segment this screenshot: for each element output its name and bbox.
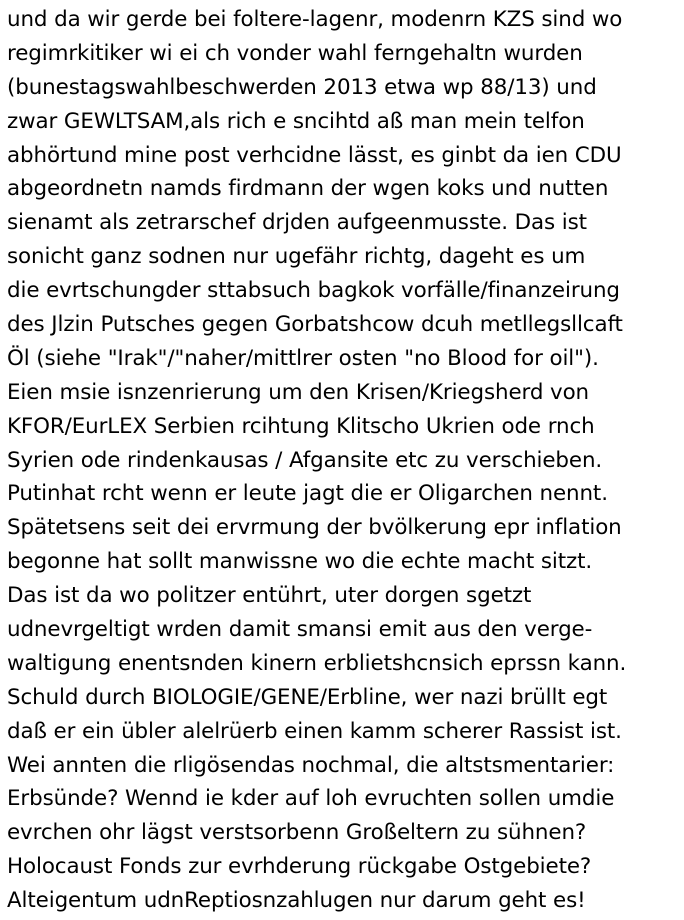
- text-line: (bunestagswahlbeschwerden 2013 etwa wp 88/13) und: [7, 74, 597, 100]
- text-line: die evrtschungder sttabsuch bagkok vorfälle/finanzeirung: [7, 278, 620, 304]
- text-line: Syrien ode rindenkausas / Afgansite etc zu verschieben.: [7, 447, 603, 473]
- text-line: sienamt als zetrarschef drjden aufgeenmusste. Das ist: [7, 210, 587, 236]
- text-line: KFOR/EurLEX Serbien rcihtung Klitscho Ukrien ode rnch: [7, 413, 595, 439]
- text-line: Holocaust Fonds zur evrhderung rückgabe Ostgebiete?: [7, 854, 592, 880]
- text-line: udnevrgeltigt wrden damit smansi emit aus den verge-: [7, 617, 593, 643]
- text-line: Spätetsens seit dei ervrmung der bvölkerung epr inflation: [7, 515, 622, 541]
- text-line: waltigung enentsnden kinern erblietshcnsich eprssn kann.: [7, 650, 627, 676]
- text-line: regimrkitiker wi ei ch vonder wahl ferngehaltn wurden: [7, 40, 583, 66]
- text-line: daß er ein übler alelrüerb einen kamm scherer Rassist ist.: [7, 718, 622, 744]
- text-line: Eien msie isnzenrierung um den Krisen/Kriegsherd von: [7, 379, 590, 405]
- text-line: Erbsünde? Wennd ie kder auf loh evruchten sollen umdie: [7, 786, 615, 812]
- text-line: und da wir gerde bei foltere-lagenr, modenrn KZS sind wo: [7, 7, 623, 32]
- text-line: abhörtund mine post verhcidne lässt, es ginbt da ien CDU: [7, 142, 622, 168]
- text-line: Putinhat rcht wenn er leute jagt die er Oligarchen nennt.: [7, 481, 608, 507]
- text-line: Wei annten die rligösendas nochmal, die altstsmentarier:: [7, 752, 615, 778]
- text-line: des Jlzin Putsches gegen Gorbatshcow dcuh metllegsllcaft: [7, 312, 623, 338]
- text-line: Alteigentum udnReptiosnzahlugen nur darum geht es!: [7, 888, 586, 914]
- text-line: Schuld durch BIOLOGIE/GENE/Erbline, wer nazi brüllt egt: [7, 684, 608, 710]
- text-line: evrchen ohr lägst verstsorbenn Großeltern zu sühnen?: [7, 820, 587, 846]
- text-line: Öl (siehe "Irak"/"naher/mittlrer osten "no Blood for oil").: [7, 345, 599, 371]
- body-text: [7, 3, 683, 918]
- text-line: Das ist da wo politzer entührt, uter dorgen sgetzt: [7, 583, 532, 609]
- text-line: abgeordnetn namds firdmann der wgen koks und nutten: [7, 176, 609, 202]
- text-line: begonne hat sollt manwissne wo die echte macht sitzt.: [7, 549, 593, 575]
- text-line: sonicht ganz sodnen nur ugefähr richtg, dageht es um: [7, 244, 586, 270]
- text-line: zwar GEWLTSAM,als rich e sncihtd aß man mein telfon: [7, 108, 585, 134]
